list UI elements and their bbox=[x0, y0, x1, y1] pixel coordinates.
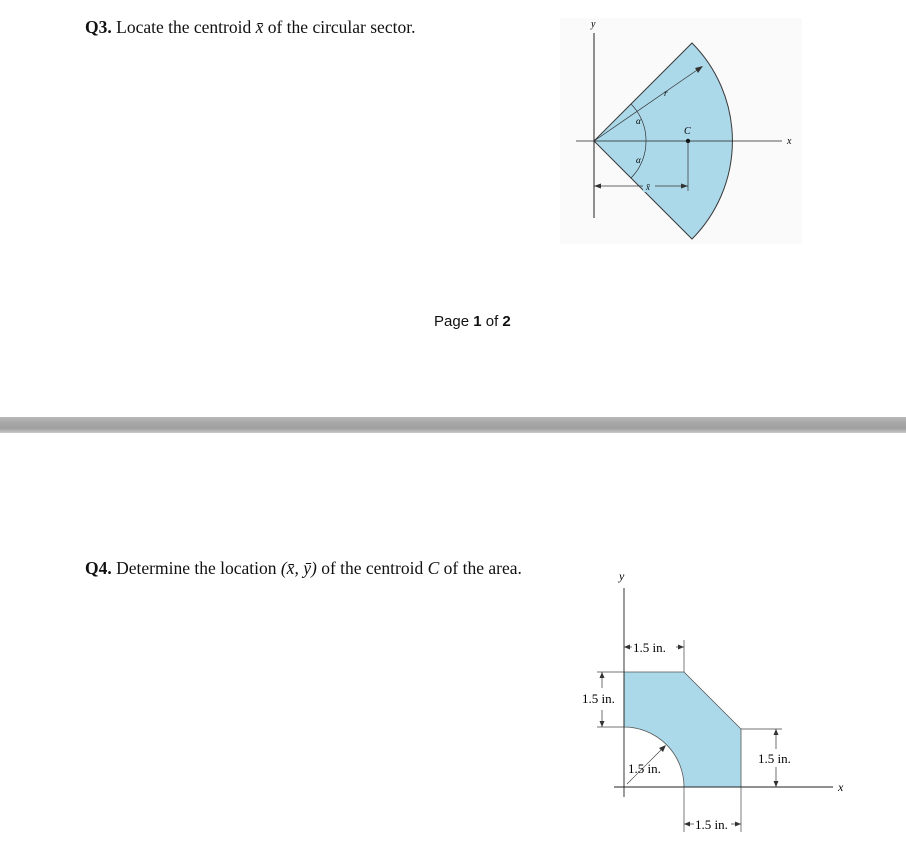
angle-label-bottom: α bbox=[636, 155, 641, 165]
dim-bottom-label: 1.5 in. bbox=[695, 817, 728, 832]
question-q4 bbox=[85, 556, 525, 580]
area-y-label: y bbox=[619, 569, 625, 583]
footer-total-pages: 2 bbox=[502, 313, 511, 330]
angle-label-top: α bbox=[636, 116, 641, 126]
dim-left-head-t bbox=[600, 672, 605, 678]
page-separator bbox=[0, 417, 906, 433]
dim-bottom-head-l bbox=[684, 822, 690, 827]
q4-text-after: of the area. bbox=[443, 558, 522, 578]
dim-bottom-head-r bbox=[735, 822, 741, 827]
dim-right-head-b bbox=[774, 781, 779, 787]
page-2 bbox=[0, 433, 906, 851]
question-q3 bbox=[85, 15, 415, 39]
dim-top-head-r bbox=[678, 645, 684, 650]
footer-of: of bbox=[485, 313, 499, 330]
q4-symbol: (x̄, ȳ) bbox=[280, 558, 317, 578]
radius-label: r bbox=[664, 88, 668, 98]
dim-inner-label: 1.5 in. bbox=[628, 761, 661, 776]
dim-left-label: 1.5 in. bbox=[582, 691, 615, 706]
q4-text-middle: of the centroid bbox=[321, 558, 424, 578]
dim-right-head-t bbox=[774, 729, 779, 735]
q3-number: Q3. bbox=[85, 17, 112, 37]
page-footer bbox=[434, 313, 511, 330]
page-1 bbox=[0, 0, 906, 417]
sector-figure bbox=[560, 15, 805, 245]
sector-x-label: x bbox=[787, 136, 792, 147]
sector-y-label: y bbox=[591, 19, 596, 30]
area-figure bbox=[565, 558, 865, 843]
q3-text-before: Locate the centroid bbox=[116, 17, 252, 37]
footer-prefix: Page bbox=[434, 313, 470, 330]
dim-left-head-b bbox=[600, 721, 605, 727]
dim-right-label: 1.5 in. bbox=[758, 751, 791, 766]
dim-top-head-l bbox=[624, 645, 630, 650]
centroid-label: C bbox=[684, 126, 691, 137]
q4-c-label: C bbox=[427, 558, 440, 578]
q4-text-before: Determine the location bbox=[116, 558, 277, 578]
footer-current-page: 1 bbox=[473, 313, 482, 330]
q3-symbol: x̄ bbox=[255, 17, 264, 37]
dim-top-label: 1.5 in. bbox=[633, 640, 666, 655]
xbar-label: x̄ bbox=[646, 182, 650, 192]
q4-number: Q4. bbox=[85, 558, 112, 578]
q3-text-after: of the circular sector. bbox=[267, 17, 416, 37]
area-x-label: x bbox=[838, 780, 844, 794]
